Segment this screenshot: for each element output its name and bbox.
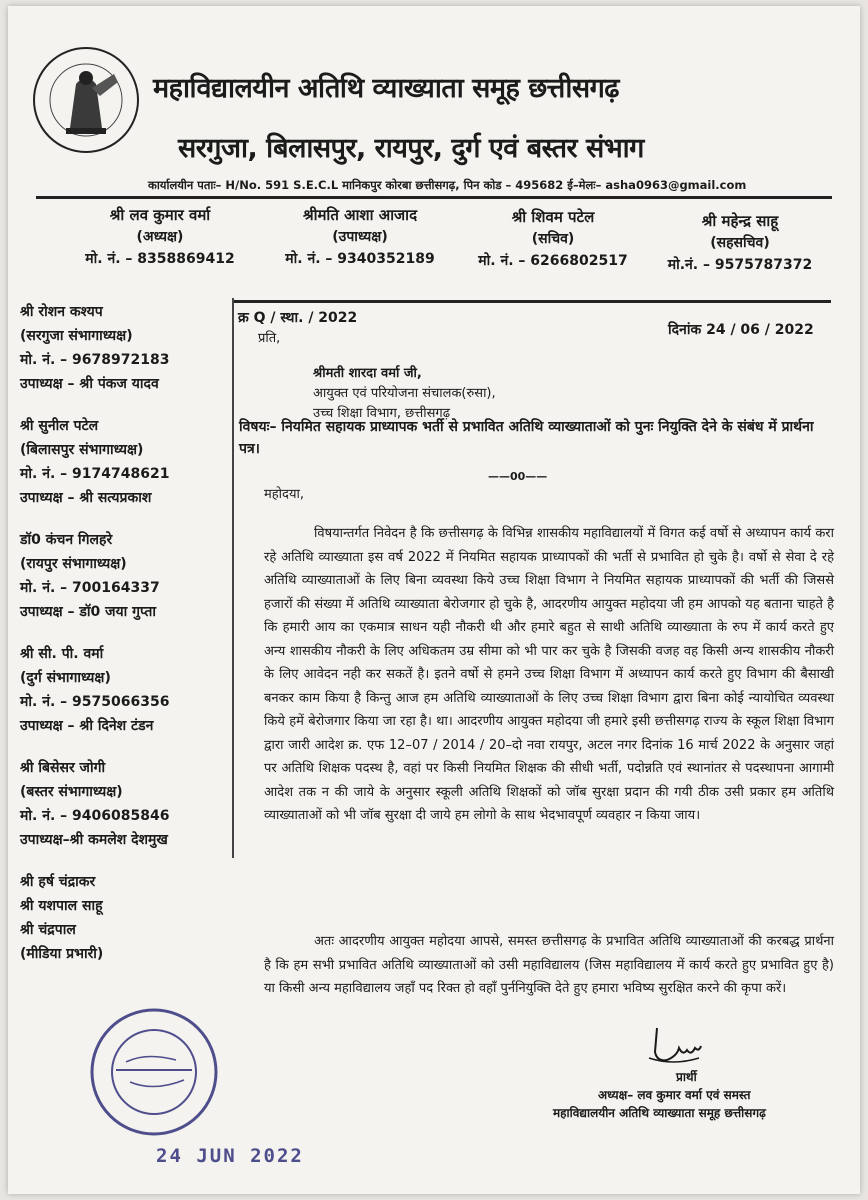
organization-logo <box>30 44 142 156</box>
signatory-line-2: महाविद्यालयीन अतिथि व्याख्याता समूह छत्तीसगढ़ <box>553 1106 766 1120</box>
header-divider <box>36 196 832 199</box>
organization-divisions: सरगुजा, बिलासपुर, रायपुर, दुर्ग एवं बस्तर संभाग <box>178 133 644 164</box>
to-label: प्रति, <box>258 331 281 346</box>
separator: ——00—— <box>488 470 548 483</box>
body-paragraph-1: विषयान्तर्गत निवेदन है कि छत्तीसगढ़ के विभिन्न शासकीय महाविद्यालयों में विगत कई वर्षो से अध्यापन कार्य करा रहे अतिथि व्याख्याता इस वर्ष 2022 में नियमित सहायक प्राध्यापकों की भर्ती से प्रभावित हो चुके है। वर्षो से सेवा दे रहे अतिथि व्याख्याताओं के लिए बिना व्यवस्था किये उच्च शिक्षा विभाग ने नियमित सहायक प्राध्यापकों की भर्ती की जिससे हजारों की संख्या में अतिथि व्याख्याता बेरोजगार हो चुके है, आदरणीय आयुक्त महोदया जी हम आपको यह बताना चाहते है कि हमारी आय का एकमात्र साधन यही नौकरी थी और हमारे बहुत से साथी अतिथि व्याख्याता के रुप में कार्य करते हुए अन्य शासकीय नौकरी के लिए अधिकतम उम्र सीमा को भी पार कर चुके है जिसकी वजह वह किसी अन्य शासकीय नौकरी के लिए आवेदन नही कर सकतें है। इतने वर्षो से हमने उच्च शिक्षा विभाग में अध्यापन कार्य करते हुए विभाग की बैसाखी बनकर काम किया है किन्तु आज हम अतिथि व्याख्याताओं के लिए उच्च शिक्षा विभाग द्वारा बिना कोई न्यायोचित व्यवस्था किये हमें बेरोजगार किया जा रहा है। था। आदरणीय आयुक्त महोदया जी हमारे इसी छत्तीसगढ़ राज्य के स्कूल शिक्षा विभाग द्वारा जारी आदेश क्र. एफ 12–07 / 2014 / 20–दो नवा रायपुर, अटल नगर दिनांक 16 मार्च 2022 के अनुसार जहां पर अतिथि शिक्षक पदस्थ है, वहां पर किसी नियमित शिक्षक की सीधी भर्ती, पदोन्नति एवं स्थानांतर से पदस्थापना आगामी आदेश तक न की जाये के अनुसार स्कूली अतिथि शिक्षकों को जॉब सुरक्षा प्रदान की गयी ठीक उसी प्रकार हम अतिथि व्याख्याताओं को भी जॉब सुरक्षा दी जाये हम लोगो के साथ भेदभावपूर्ण व्यवहार न किया जाय। <box>264 526 834 823</box>
signatory-line-1: अध्यक्ष– लव कुमार वर्मा एवं समस्त <box>598 1088 751 1102</box>
division-surguja: श्री रोशन कश्यप (सरगुजा संभागाध्यक्ष) मो. नं. – 9678972183 उपाध्यक्ष – श्री पंकज यादव <box>20 304 170 392</box>
body-paragraph-2: अतः आदरणीय आयुक्त महोदया आपसे, समस्त छत्तीसगढ़ के प्रभावित अतिथि व्याख्याताओं की करबद्ध प्रार्थना है कि हम सभी प्रभावित अतिथि व्याख्याताओं को उसी महाविद्यालय (जिस महाविद्यालय में कार्य करते हुए प्रभावित हुए है) या किसी अन्य महाविद्यालय जहाँ पद रिक्त हो वहाँ पुर्ननियुक्ति देते हुए हमारा भविष्य सुरक्षित करने की कृपा करें। <box>264 934 834 996</box>
received-stamp-date: 24 JUN 2022 <box>156 1145 304 1167</box>
salutation: महोदया, <box>264 487 304 502</box>
officer-joint-secretary: श्री महेन्द्र साहू (सहसचिव) मो.नं. – 9575787372 <box>667 212 813 273</box>
division-bastar: श्री बिसेसर जोगी (बस्तर संभागाध्यक्ष) मो. नं. – 9406085846 उपाध्यक्ष–श्री कमलेश देशमुख <box>20 760 170 848</box>
letter-divider <box>233 300 831 303</box>
signature-icon <box>643 1022 703 1066</box>
recipient-block: श्रीमती शारदा वर्मा जी, आयुक्त एवं परियोजना संचालक(रुसा), उच्च शिक्षा विभाग, छत्तीसगढ़ <box>313 366 496 421</box>
division-bilaspur: श्री सुनील पटेल (बिलासपुर संभागाध्यक्ष) मो. नं. – 9174748621 उपाध्यक्ष – श्री सत्यप्रकाश <box>20 418 170 506</box>
officer-vice-president: श्रीमति आशा आजाद (उपाध्यक्ष) मो. नं. – 9340352189 <box>285 206 435 267</box>
organization-title: महाविद्यालयीन अतिथि व्याख्याता समूह छत्तीसगढ़ <box>153 73 619 104</box>
officer-secretary: श्री शिवम पटेल (सचिव) मो. नं. – 6266802517 <box>478 208 628 269</box>
letter-subject: विषयः– नियमित सहायक प्राध्यापक भर्ती से प्रभावित अतिथि व्याख्याताओं को पुनः नियुक्ति देने के संबंध में प्रार्थना पत्र। <box>239 419 814 457</box>
office-address: कार्यालयीन पताः– H/No. 591 S.E.C.L मानिकपुर कोरबा छत्तीसगढ़, पिन कोड – 495682 ई–मेलः– asha0963@gmail.com <box>148 178 747 192</box>
division-durg: श्री सी. पी. वर्मा (दुर्ग संभागाध्यक्ष) मो. नं. – 9575066356 उपाध्यक्ष – श्री दिनेश टंडन <box>20 646 170 734</box>
letter-date: दिनांक 24 / 06 / 2022 <box>668 322 814 338</box>
division-raipur: डॉ0 कंचन गिलहरे (रायपुर संभागाध्यक्ष) मो. नं. – 700164337 उपाध्यक्ष – डॉ0 जया गुप्ता <box>20 532 160 620</box>
applicant-label: प्रार्थी <box>676 1070 697 1084</box>
sidebar-divider <box>232 298 234 858</box>
officer-president: श्री लव कुमार वर्मा (अध्यक्ष) मो. नं. – 8358869412 <box>85 206 235 267</box>
reference-number: क्र Q / स्था. / 2022 <box>238 310 358 326</box>
media-incharge: श्री हर्ष चंद्राकर श्री यशपाल साहू श्री चंद्रपाल (मीडिया प्रभारी) <box>20 874 104 962</box>
received-stamp-icon <box>86 1004 222 1140</box>
letter-page <box>8 6 860 1194</box>
sidebar-members <box>20 300 230 984</box>
